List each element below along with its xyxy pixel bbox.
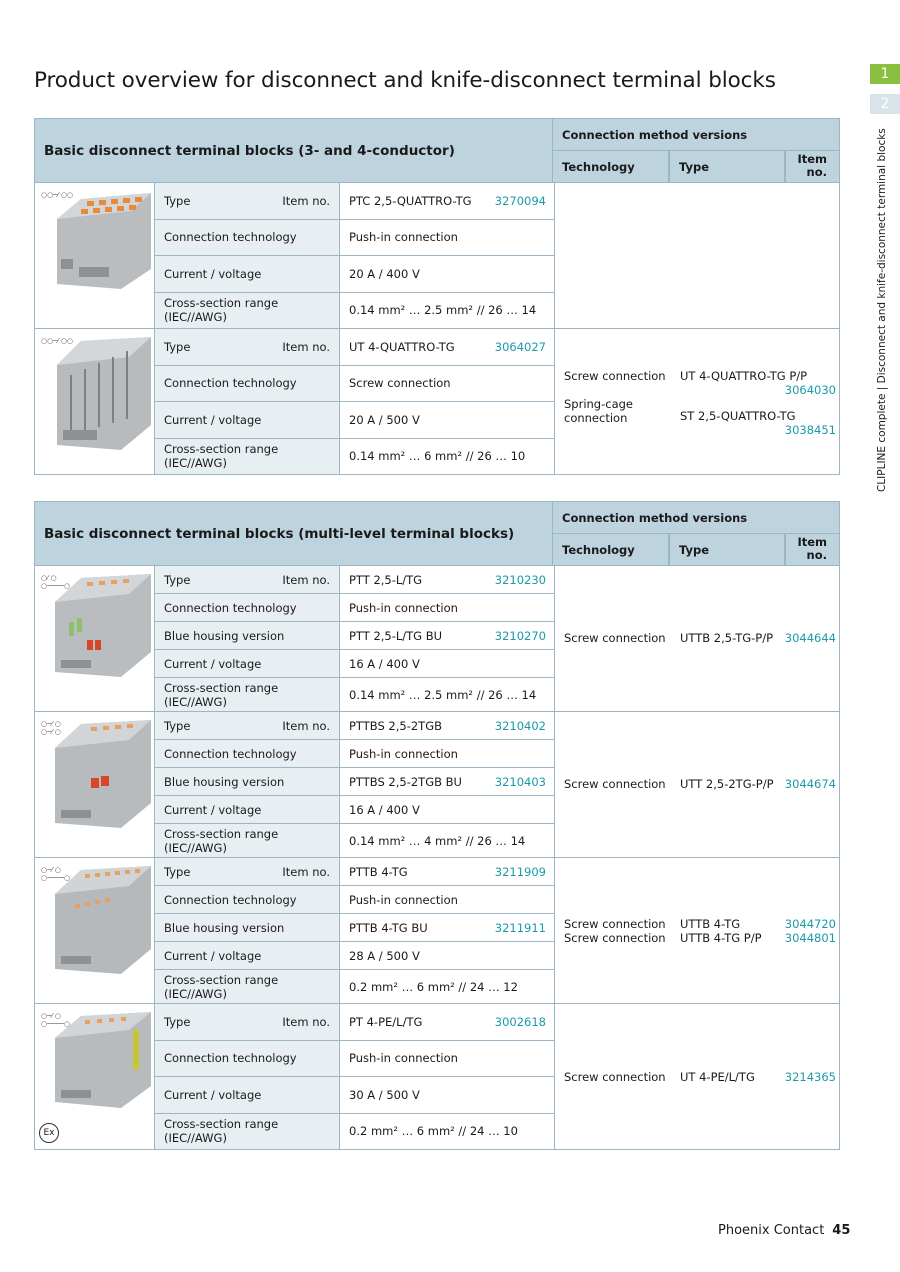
version-type: ST 2,5-QUATTRO-TG bbox=[680, 409, 796, 423]
cross-section-label: Cross-section range (IEC//AWG) bbox=[155, 824, 340, 857]
chapter-tab-1[interactable]: 1 bbox=[870, 64, 900, 84]
connection-label: Connection technology bbox=[155, 1041, 340, 1077]
version-technology: Screw connection bbox=[564, 917, 666, 931]
circuit-symbol-icon: ○⁄ ○ ○────○ bbox=[41, 574, 71, 590]
version-item-number[interactable]: 3044720 bbox=[784, 917, 836, 931]
version-item-number[interactable]: 3038451 bbox=[784, 423, 836, 437]
product-ut4-quattro bbox=[34, 329, 840, 475]
current-label: Current / voltage bbox=[155, 402, 340, 438]
type-value: PTTB 4-TG 3211909 bbox=[349, 864, 546, 879]
connection-versions-cell bbox=[554, 329, 841, 474]
item-number[interactable]: 3211909 bbox=[494, 864, 546, 879]
block-3-4-conductor bbox=[34, 118, 840, 475]
technology-header: Technology bbox=[553, 534, 669, 566]
type-label: Type Item no. bbox=[155, 329, 340, 365]
terminal-block-image bbox=[51, 718, 155, 836]
version-item-number[interactable]: 3044801 bbox=[784, 931, 836, 945]
version-item-number[interactable]: 3214365 bbox=[784, 1070, 836, 1084]
item-no-header: Item no. bbox=[785, 151, 840, 183]
item-number[interactable]: 3002618 bbox=[494, 1014, 546, 1029]
cross-section-value: 0.14 mm² … 4 mm² // 26 … 14 bbox=[349, 833, 526, 848]
cross-section-label: Cross-section range (IEC//AWG) bbox=[155, 293, 340, 329]
page-footer bbox=[718, 1223, 850, 1238]
product-image bbox=[35, 712, 155, 857]
connection-label: Connection technology bbox=[155, 740, 340, 767]
type-header: Type bbox=[669, 534, 785, 566]
cross-section-value: 0.14 mm² … 2.5 mm² // 26 … 14 bbox=[349, 687, 537, 702]
item-number[interactable]: 3211911 bbox=[494, 920, 546, 935]
blue-housing-label: Blue housing version bbox=[155, 622, 340, 649]
connection-methods-header: Connection method versions bbox=[553, 501, 840, 534]
version-type: UTT 2,5-2TG-P/P bbox=[680, 777, 774, 791]
version-item-number[interactable]: 3044644 bbox=[784, 631, 836, 645]
terminal-block-image bbox=[51, 1010, 155, 1115]
current-value: 16 A / 400 V bbox=[349, 656, 420, 671]
version-type: UTTB 4-TG P/P bbox=[680, 931, 762, 945]
block-multi-level bbox=[34, 501, 840, 1150]
product-pt-4-pe bbox=[34, 1004, 840, 1150]
current-label: Current / voltage bbox=[155, 942, 340, 969]
type-value: UT 4-QUATTRO-TG 3064027 bbox=[349, 339, 546, 354]
connection-versions-cell bbox=[554, 858, 841, 1003]
cross-section-value: 0.14 mm² … 2.5 mm² // 26 … 14 bbox=[349, 303, 537, 318]
item-number[interactable]: 3270094 bbox=[494, 193, 546, 208]
connection-value: Screw connection bbox=[349, 376, 451, 391]
blue-housing-value: PTT 2,5-L/TG BU 3210270 bbox=[349, 628, 546, 643]
item-number[interactable]: 3210402 bbox=[494, 718, 546, 733]
terminal-block-image bbox=[51, 189, 155, 299]
ex-certification-icon: Ex bbox=[39, 1123, 59, 1143]
connection-label: Connection technology bbox=[155, 594, 340, 621]
type-label: Type Item no. bbox=[155, 183, 340, 219]
cross-section-value: 0.2 mm² … 6 mm² // 24 … 12 bbox=[349, 979, 518, 994]
version-item-number[interactable]: 3044674 bbox=[784, 777, 836, 791]
version-technology: Screw connection bbox=[564, 777, 666, 791]
connection-label: Connection technology bbox=[155, 366, 340, 402]
current-label: Current / voltage bbox=[155, 650, 340, 677]
side-running-header: CLIPLINE complete | Disconnect and knife-disconnect terminal blocks bbox=[876, 128, 888, 492]
cross-section-label: Cross-section range (IEC//AWG) bbox=[155, 970, 340, 1003]
circuit-symbol-icon: ○─⁄ ○ ○─⁄ ○ bbox=[41, 720, 61, 736]
version-technology: Screw connection bbox=[564, 1070, 666, 1084]
connection-methods-header: Connection method versions bbox=[553, 118, 840, 151]
product-pttb-4 bbox=[34, 858, 840, 1004]
version-item-number[interactable]: 3064030 bbox=[784, 383, 836, 397]
item-number[interactable]: 3210270 bbox=[494, 628, 546, 643]
terminal-block-image bbox=[51, 335, 155, 460]
product-image bbox=[35, 566, 155, 711]
item-number[interactable]: 3210403 bbox=[494, 774, 546, 789]
version-type: UTTB 4-TG bbox=[680, 917, 741, 931]
circuit-symbol-icon: ○○─⁄ ○○ bbox=[41, 191, 74, 199]
cross-section-value: 0.2 mm² … 6 mm² // 24 … 10 bbox=[349, 1124, 518, 1139]
connection-versions-cell bbox=[554, 183, 841, 328]
product-image bbox=[35, 858, 155, 1003]
cross-section-label: Cross-section range (IEC//AWG) bbox=[155, 678, 340, 711]
version-technology: Spring-cage bbox=[564, 397, 634, 411]
cross-section-label: Cross-section range (IEC//AWG) bbox=[155, 1114, 340, 1150]
version-technology: Screw connection bbox=[564, 631, 666, 645]
page-number: 45 bbox=[832, 1223, 851, 1238]
type-label: Type Item no. bbox=[155, 1004, 340, 1040]
connection-versions-cell bbox=[554, 566, 841, 711]
page-title: Product overview for disconnect and knife-disconnect terminal blocks bbox=[34, 68, 776, 93]
type-value: PT 4-PE/L/TG 3002618 bbox=[349, 1014, 546, 1029]
circuit-symbol-icon: ○─⁄ ○ ○────○ bbox=[41, 1012, 71, 1028]
connection-value: Push-in connection bbox=[349, 746, 458, 761]
type-header: Type bbox=[669, 151, 785, 183]
current-label: Current / voltage bbox=[155, 796, 340, 823]
connection-value: Push-in connection bbox=[349, 600, 458, 615]
cross-section-value: 0.14 mm² … 6 mm² // 26 … 10 bbox=[349, 449, 526, 464]
blue-housing-value: PTTBS 2,5-2TGB BU 3210403 bbox=[349, 774, 546, 789]
product-ptc-quattro bbox=[34, 183, 840, 329]
item-number[interactable]: 3064027 bbox=[494, 339, 546, 354]
current-label: Current / voltage bbox=[155, 1077, 340, 1113]
blue-housing-label: Blue housing version bbox=[155, 768, 340, 795]
connection-label: Connection technology bbox=[155, 220, 340, 256]
version-technology: connection bbox=[564, 411, 628, 425]
product-image bbox=[35, 1004, 155, 1149]
circuit-symbol-icon: ○─⁄ ○ ○────○ bbox=[41, 866, 71, 882]
table-header bbox=[34, 501, 840, 566]
chapter-tab-2[interactable]: 2 bbox=[870, 94, 900, 114]
current-value: 16 A / 400 V bbox=[349, 802, 420, 817]
technology-header: Technology bbox=[553, 151, 669, 183]
item-number[interactable]: 3210230 bbox=[494, 572, 546, 587]
table-header bbox=[34, 118, 840, 183]
cross-section-label: Cross-section range (IEC//AWG) bbox=[155, 439, 340, 475]
type-label: Type Item no. bbox=[155, 858, 340, 885]
connection-value: Push-in connection bbox=[349, 892, 458, 907]
version-type: UT 4-QUATTRO-TG P/P bbox=[680, 369, 808, 383]
product-pttbs-2-5 bbox=[34, 712, 840, 858]
type-value: PTC 2,5-QUATTRO-TG 3270094 bbox=[349, 193, 546, 208]
current-value: 30 A / 500 V bbox=[349, 1087, 420, 1102]
version-technology: Screw connection bbox=[564, 931, 666, 945]
type-value: PTTBS 2,5-2TGB 3210402 bbox=[349, 718, 546, 733]
block-title: Basic disconnect terminal blocks (multi-level terminal blocks) bbox=[34, 501, 553, 566]
blue-housing-value: PTTB 4-TG BU 3211911 bbox=[349, 920, 546, 935]
version-technology: Screw connection bbox=[564, 369, 666, 383]
current-value: 20 A / 500 V bbox=[349, 412, 420, 427]
connection-value: Push-in connection bbox=[349, 1051, 458, 1066]
block-title: Basic disconnect terminal blocks (3- and 4-conductor) bbox=[34, 118, 553, 183]
circuit-symbol-icon: ○○─⁄ ○○ bbox=[41, 337, 74, 345]
terminal-block-image bbox=[51, 864, 155, 982]
type-label: Type Item no. bbox=[155, 566, 340, 593]
product-ptt-2-5 bbox=[34, 566, 840, 712]
connection-versions-cell bbox=[554, 1004, 841, 1149]
current-value: 28 A / 500 V bbox=[349, 948, 420, 963]
product-image bbox=[35, 329, 155, 474]
type-label: Type Item no. bbox=[155, 712, 340, 739]
item-no-header: Item no. bbox=[785, 534, 840, 566]
current-value: 20 A / 400 V bbox=[349, 266, 420, 281]
terminal-block-image bbox=[51, 572, 155, 684]
current-label: Current / voltage bbox=[155, 256, 340, 292]
version-type: UT 4-PE/L/TG bbox=[680, 1070, 755, 1084]
connection-versions-cell bbox=[554, 712, 841, 857]
product-image bbox=[35, 183, 155, 328]
connection-label: Connection technology bbox=[155, 886, 340, 913]
version-type: UTTB 2,5-TG-P/P bbox=[680, 631, 774, 645]
blue-housing-label: Blue housing version bbox=[155, 914, 340, 941]
type-value: PTT 2,5-L/TG 3210230 bbox=[349, 572, 546, 587]
footer-brand: Phoenix Contact bbox=[718, 1223, 825, 1238]
connection-value: Push-in connection bbox=[349, 230, 458, 245]
